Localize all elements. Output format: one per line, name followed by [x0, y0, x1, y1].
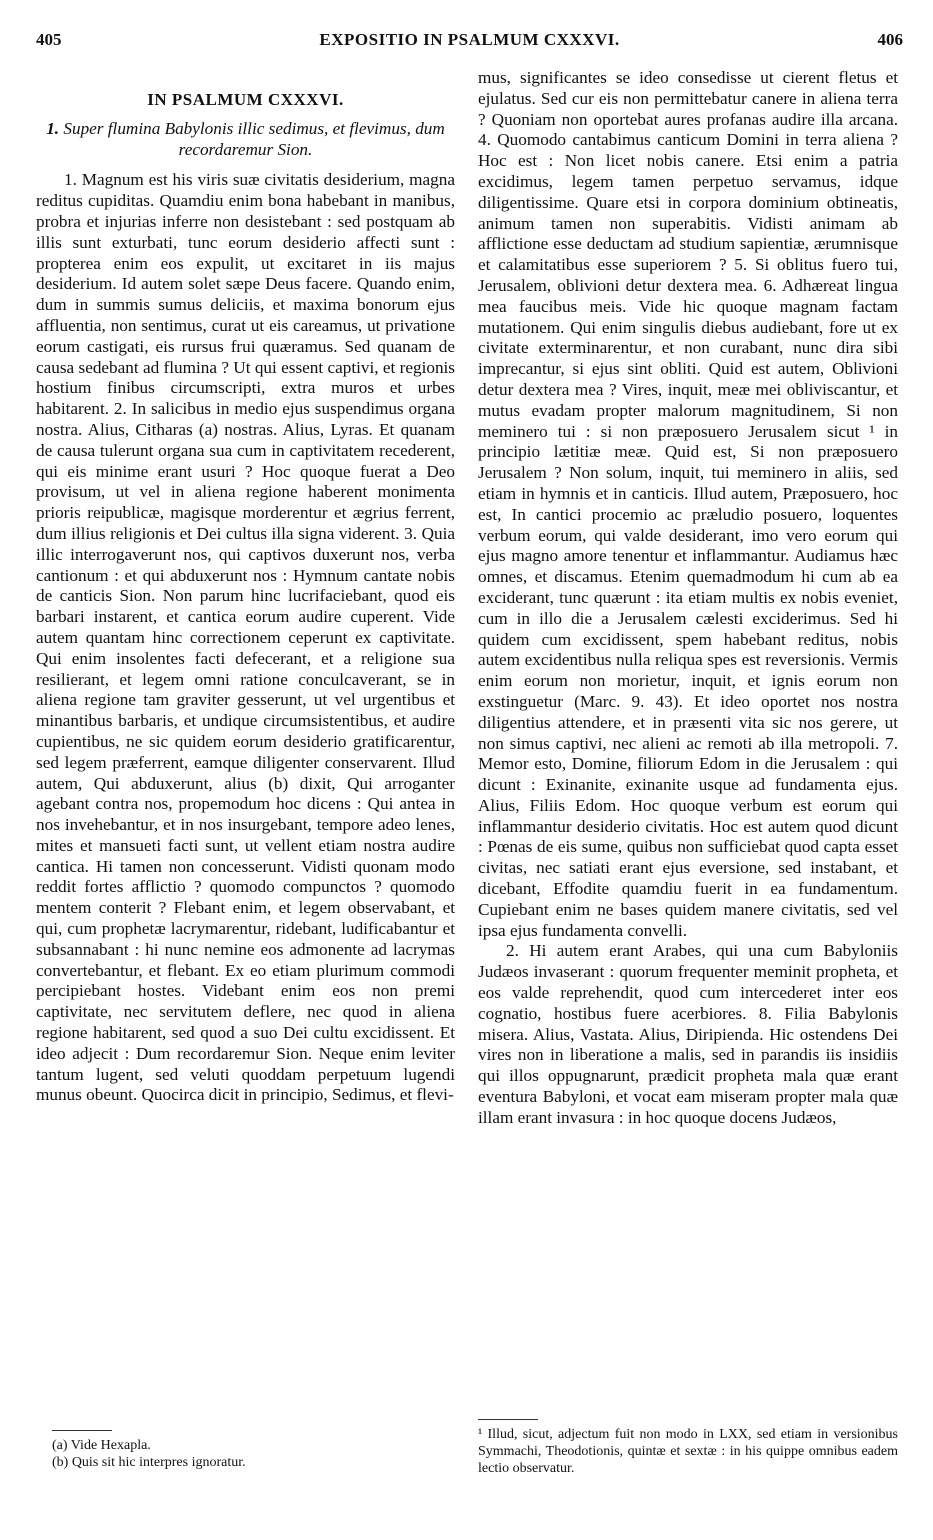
verse-1-number: 1.: [46, 118, 60, 138]
right-column: [478, 68, 898, 1129]
left-column: [36, 68, 455, 1106]
running-header: [36, 30, 903, 54]
page-number-left: 405: [36, 30, 62, 49]
footnote-rule-right: [478, 1419, 538, 1420]
right-paragraph-2: 2. Hi autem erant Arabes, qui una cum Babyloniis Judæos invaserant : quorum frequenter meminit propheta, et eos valde reprehendit, quod cum intercederet inter eos cognatio, hostibus fuere acerbiores. 8. Filia Babylonis misera. Alius, Vastata. Alius, Diripienda. Hic ostendens Dei vires non in liberatione a malis, sed in parandis iis insidiis qui illos oppugnarunt, prædicit propheta mala quæ erant eventura Babyloni, et vocat eam miseram propter mala quæ illam erant invasura : in hoc quoque docens Judæos,: [478, 941, 898, 1127]
footnote-a: (a) Vide Hexapla.: [52, 1438, 151, 1453]
left-paragraph-1: 1. Magnum est his viris suæ civitatis desiderium, magna reditus cupiditas. Quamdiu enim bona habebant in manibus, probra et injurias inferre non desistebant : sed postquam ab illis sunt exturbati, tunc eorum desiderio affecti sunt : propterea enim eos expulit, ut excitaret in iis majus desiderium. Id autem solet sæpe Deus facere. Quando enim, dum in summis sumus deliciis, et maxima bonorum ejus affluentia, non sentimus, curat ut eis careamus, ut privatione eorum castigati, eis rursus frui quæramus. Sed quanam de causa sedebant ad flumina ? Ut qui essent captivi, et regionis hostium finibus circumscripti, extra muros et urbes habitarent. 2. In salicibus in medio ejus suspendimus organa nostra. Alius, Citharas (a) nostras. Alius, Lyras. Et quanam de causa tulerunt organa sua cum in captivitatem recederent, qui eis minime erant usuri ? Hoc quoque fuerat a Deo provisum, ut vel in aliena regione haberent monimenta prioris reipublicæ, magisque morderentur et ægrius ferrent, dum illius religionis et Dei cultus illa signa viderent. 3. Quia illic interrogaverunt nos, qui captivos duxerunt nos, verba cantionum : et qui abduxerunt nos : Hymnum cantate nobis de canticis Sion. Non parum hinc lucrifaciebant, quod eis barbari instarent, et cantica eorum audire cuperent. Vide autem quantam hinc correctionem ceperunt ex captivitate. Qui enim insolentes facti defecerant, et a religione sua resilierant, et legem omni ratione conculcaverant, se in aliena regione tam graviter gesserunt, ut vel urgentibus et minantibus barbaris, et undique circumsistentibus, et audire cupientibus, ne sic quidem eorum desiderio gratificarentur, sed legem præferrent, eamque diligenter conservarent. Illud autem, Qui abduxerunt, alius (b) dixit, Qui arroganter agebant contra nos, propemodum hoc dicens : Qui antea in nos invehebantur, et in nos insurgebant, tempore adeo lenes, mites et mansueti facti sunt, ut vellent etiam nostra audire cantica. Hi tamen non concesserunt. Vidisti quonam modo reddit fortes afflictio ? quomodo compunctos ? quomodo mentem conterit ? Flebant enim, et legem observabant, et qui, cum prophetæ lacrymarentur, ridebant, ludificabantur et subsannabant : hi nunc nemine eos admonente ad lacrymas convertebantur, et flebant. Ex eo etiam plurimum commodi percipiebant hostes. Videbant enim eos non premi captivitate, nec servitutem deflere, nec quod in aliena regione habitarent, sed quod a suo Dei cultu excidissent. Et ideo adjecit : Dum recordaremur Sion. Neque enim leviter tantum lugent, sed veluti quoddam perpetuum lugendi munus obeunt. Quocirca dicit in principio, Sedimus, et flevi-: [36, 170, 455, 1105]
running-title: EXPOSITIO IN PSALMUM CXXXVI.: [319, 30, 620, 49]
verse-1-text: Super flumina Babylonis illic sedimus, et flevimus, dum recordaremur Sion.: [63, 118, 445, 159]
verse-1: [36, 119, 455, 161]
footnote-right: ¹ Illud, sicut, adjectum fuit non modo in LXX, sed etiam in versionibus Symmachi, Theodotionis, quintæ et sextæ : in his quippe omnibus eadem lectio observatur.: [478, 1427, 898, 1476]
page-number-right: 406: [877, 30, 903, 49]
right-paragraph-1: mus, significantes se ideo consedisse ut cierent fletus et ejulatus. Sed cur eis non permittebatur canere in aliena terra ? Quoniam non oportebat aures profanas audire illa arcana. 4. Quomodo cantabimus canticum Domini in terra aliena ? Hoc est : Non licet nobis canere. Etsi enim a patria excidimus, legem tamen perpetuo servamus, idque diligentissime. Quare etsi in corpora dominium obtineatis, animum tamen non superabitis. Vidisti animam ab afflictione esse deductam ad studium sapientiæ, ærumnisque et calamitatibus esse superiorem ? 5. Si oblitus fuero tui, Jerusalem, oblivioni detur dextera mea. 6. Adhæreat lingua mea faucibus meis. Vide hic quoque magnam factam mutationem. Qui enim singulis diebus audiebant, fore ut ex civitate exterminarentur, et non curabant, nunc dira sibi imprecantur, si ejus sint obliti. Quid est autem, Oblivioni detur dextera mea ? Vires, inquit, meæ mei obliviscantur, et mutus evadam propter malorum magnitudinem, Si non meminero tui : si non præposuero Jerusalem sicut ¹ in principio lætitiæ meæ. Quid est, Si non præposuero Jerusalem ? Non solum, inquit, tui meminero in aliis, sed etiam in hymnis et in canticis. Illud autem, Præposuero, hoc est, In cantici procemio ac præludio posuero, loquentes verbum eorum, qui valde desiderant, imo vero eorum qui ejus magno amore tenentur et inflammantur. Audiamus hæc omnes, et discamus. Etenim quemadmodum hi cum ab ea exciderant, tunc quærunt : ita etiam multis ex nobis eveniet, cum in illo die a Jerusalem cælesti exciderimus. Sed hi quidem cum excidissent, spem habebant reditus, nobis autem excidentibus nulla reliqua spes est reversionis. Vermis enim eorum non morietur, inquit, et ignis eorum non exstinguetur (Marc. 9. 43). Et ideo oportet nos nostra diligentius attendere, et in præsenti vita sic nos gerere, ut non simus captivi, nec alieni ac remoti ab illa metropoli. 7. Memor esto, Domine, filiorum Edom in die Jerusalem : qui dicunt : Exinanite, exinanite usque ad fundamenta ejus. Alius, Filiis Edom. Hoc quoque verbum est eorum qui inflammantur desiderio civitatis. Hoc est autem quod dicunt : Pœnas de eis sume, quibus non sufficiebat quod capta esset civitas, nec satiati erant ejus eversione, sed instabant, et dicebant, Effodite quamdiu fuerit in ea fundamentum. Cupiebant enim ne bases quidem manere civitatis, sed vel ipsa ejus fundamenta convelli.: [478, 68, 898, 940]
footnote-rule-left: [52, 1430, 112, 1431]
psalm-title: IN PSALMUM CXXXVI.: [147, 90, 344, 109]
footnotes-left: [52, 1437, 432, 1471]
footnote-b: (b) Quis sit hic interpres ignoratur.: [52, 1455, 246, 1470]
